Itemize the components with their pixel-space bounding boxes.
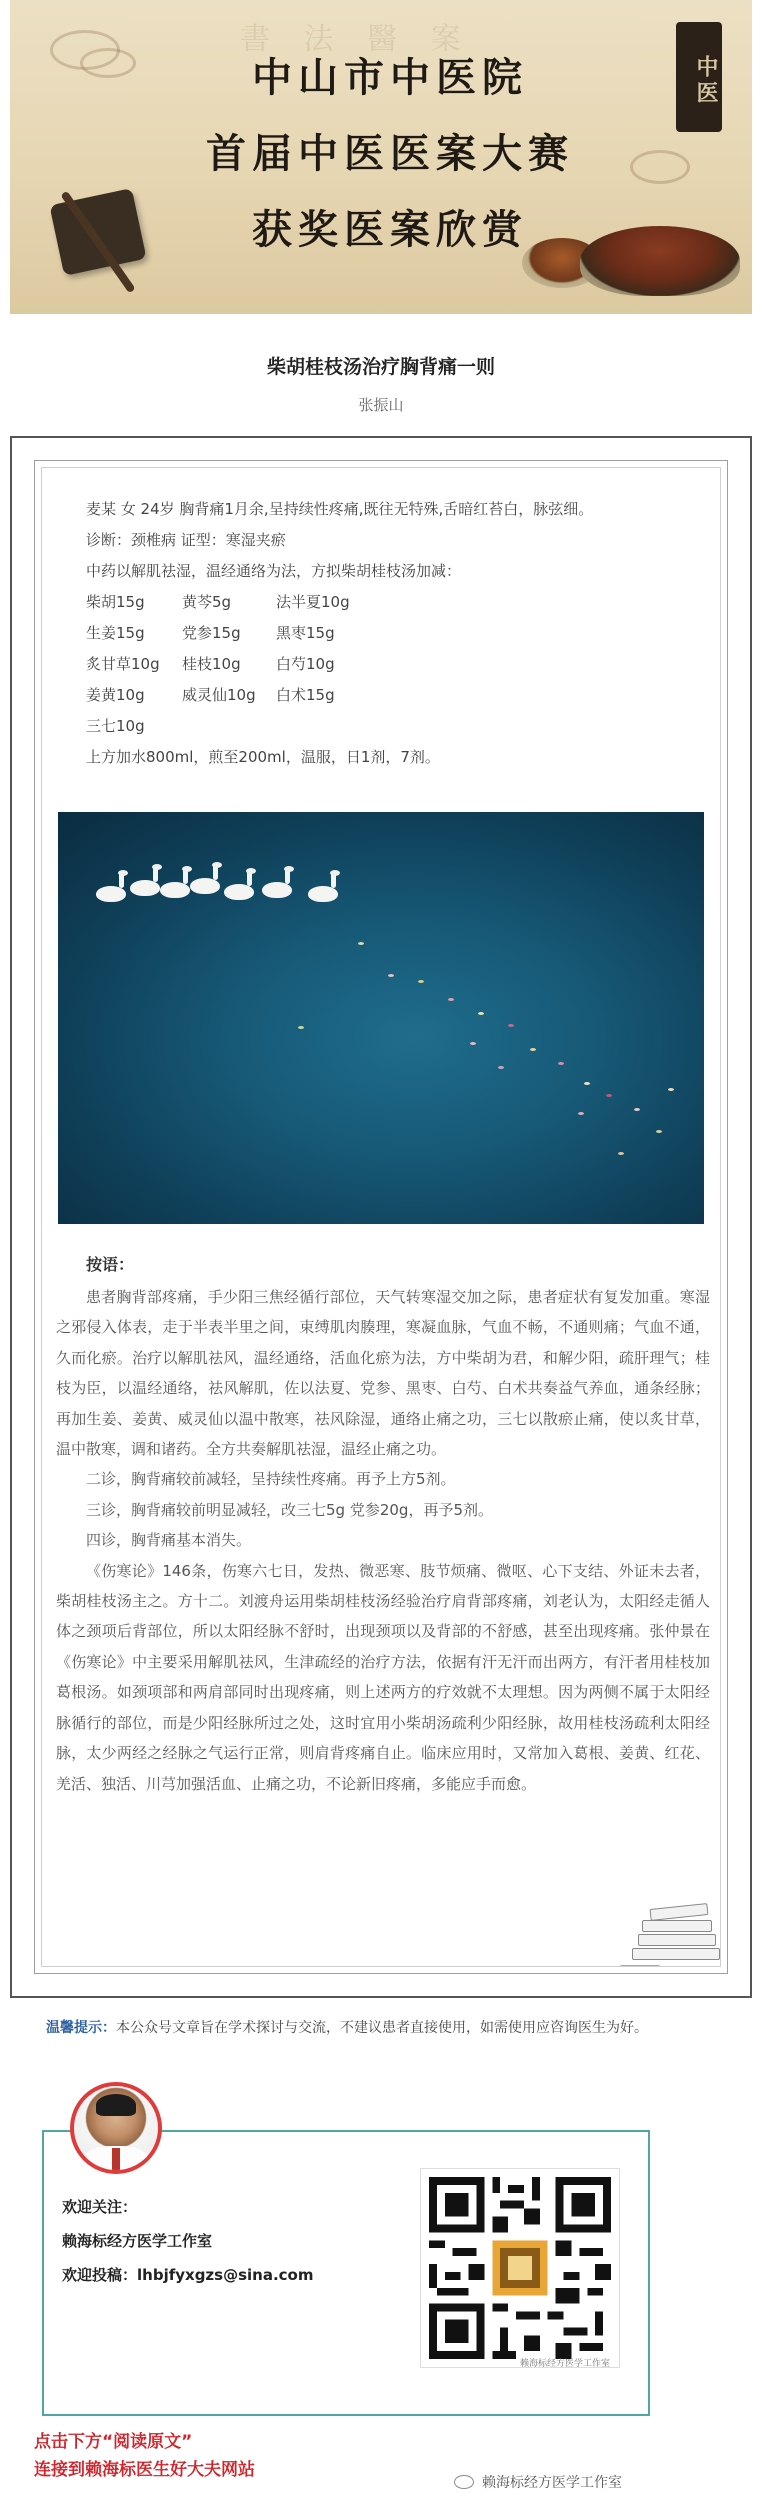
geese-lake-photo xyxy=(58,812,704,1224)
submission-email[interactable]: lhbjfyxgzs@sina.com xyxy=(137,2266,314,2284)
submission-label: 欢迎投稿： xyxy=(62,2266,138,2284)
herb: 柴胡15g xyxy=(86,593,145,611)
qr-code[interactable] xyxy=(420,2168,620,2368)
petal xyxy=(478,1012,484,1015)
reminder-label: 温馨提示： xyxy=(46,2020,116,2036)
article-title: 柴胡桂枝汤治疗胸背痛一则 xyxy=(266,356,495,378)
watermark xyxy=(454,2472,622,2492)
cloud-ornament xyxy=(80,48,136,78)
watermark-text: 赖海标经方医学工作室 xyxy=(482,2475,622,2491)
herb: 黄芩5g xyxy=(182,593,232,611)
follow-line-3 xyxy=(62,2258,314,2292)
commentary-paragraph: 患者胸背部疼痛，手少阳三焦经循行部位，天气转寒湿交加之际，患者症状有复发加重。寒湿之邪侵入体表，走于半表半里之间，束缚肌肉腠理，寒凝血脉，气血不畅，不通则痛；气血不通，久而化瘀。治疗以解肌祛风，温经通络，活血化瘀为法，方中柴胡为君，和解少阳，疏肝理气；桂枝为臣，以温经通络，祛风解肌，佐以法夏、党参、黑枣、白芍、白术共奏益气养血，通条经脉；再加生姜、姜黄、威灵仙以温中散寒，祛风除湿，通络止痛之功，三七以散瘀止痛，使以炙甘草，温中散寒，调和诸药。全方共奏解肌祛湿，温经止痛之功。 xyxy=(56,1288,710,1459)
herb: 黑枣15g xyxy=(276,624,335,642)
petal xyxy=(470,1042,476,1045)
herb: 桂枝10g xyxy=(182,655,241,673)
petal xyxy=(578,1112,584,1115)
header-banner xyxy=(10,0,752,314)
petal xyxy=(358,942,364,945)
petal xyxy=(388,974,394,977)
follow-line-1: 欢迎关注： xyxy=(62,2198,138,2216)
call-to-action[interactable] xyxy=(34,2428,255,2484)
reminder-text: 本公众号文章旨在学术探讨与交流，不建议患者直接使用，如需使用应咨询医生为好。 xyxy=(116,2020,648,2036)
commentary xyxy=(56,1282,710,1799)
prescription-row xyxy=(56,618,710,649)
cta-line-2[interactable]: 连接到赖海标医生好大夫网站 xyxy=(34,2460,255,2480)
petal xyxy=(418,980,424,983)
petal xyxy=(558,1062,564,1065)
herb: 法半夏10g xyxy=(276,593,350,611)
goose-figure xyxy=(308,886,338,902)
commentary-paragraph: 四诊，胸背痛基本消失。 xyxy=(86,1531,252,1550)
banner-title-line-1: 中山市中医院 xyxy=(252,54,528,101)
herb: 姜黄10g xyxy=(86,686,145,704)
case-diagnosis: 诊断：颈椎病 证型：寒湿夹瘀 xyxy=(86,531,286,549)
petal xyxy=(668,1088,674,1091)
prescription-row xyxy=(56,711,710,742)
banner-stamp: 中医 xyxy=(676,22,722,132)
petal xyxy=(498,1066,504,1069)
petal xyxy=(634,1108,640,1111)
goose-figure xyxy=(160,882,190,898)
herb: 党参15g xyxy=(182,624,241,642)
commentary-paragraph: 三诊，胸背痛较前明显减轻，改三七5g 党参20g，再予5剂。 xyxy=(86,1500,493,1519)
follow-info xyxy=(62,2190,314,2292)
prescription-row xyxy=(56,587,710,618)
qr-caption: 赖海标经方医学工作室 xyxy=(520,2359,611,2369)
petal xyxy=(656,1130,662,1133)
herb-bowl-illustration xyxy=(580,226,740,296)
herb: 生姜15g xyxy=(86,624,145,642)
qr-code-image xyxy=(421,2169,619,2367)
petal xyxy=(298,1026,304,1029)
article-author: 张振山 xyxy=(358,396,404,414)
goose-figure xyxy=(224,884,254,900)
herb: 三七10g xyxy=(86,717,145,735)
goose-figure xyxy=(130,880,160,896)
petal xyxy=(448,998,454,1001)
petal xyxy=(606,1094,612,1097)
commentary-paragraph: 《伤寒论》146条，伤寒六七日，发热、微恶寒、肢节烦痛、微呕、心下支结、外证未去者，柴胡桂枝汤主之。方十二。刘渡舟运用柴胡桂枝汤经验治疗肩背部疼痛，刘老认为，太阳经走循人体之颈项后背部位，所以太阳经脉不舒时，出现颈项以及背部的不舒感，甚至出现疼痛。张仲景在《伤寒论》中主要采用解肌祛风，生津疏经的治疗方法，依据有汗无汗而出两方，有汗者用桂枝加葛根汤。如颈项部和两肩部同时出现疼痛，则上述两方的疗效就不太理想。因为两侧不属于太阳经脉循行的部位，而是少阳经脉所过之处，这时宜用小柴胡汤疏利少阳经脉，故用桂枝汤疏利太阳经脉，太少两经之经脉之气运行正常，则肩背疼痛自止。临床应用时，又常加入葛根、姜黄、红花、羌活、独活、川芎加强活血、止痛之功，不论新旧疼痛，多能应手而愈。 xyxy=(56,1561,710,1793)
case-intro: 麦某 女 24岁 胸背痛1月余,呈持续性疼痛,既往无特殊,舌暗红苔白，脉弦细。 xyxy=(86,500,594,518)
banner-title-line-2: 首届中医医案大赛 xyxy=(206,130,574,177)
wechat-icon xyxy=(454,2475,474,2489)
commentary-paragraph: 二诊，胸背痛较前减轻，呈持续性疼痛。再予上方5剂。 xyxy=(86,1470,456,1489)
case-treatment: 中药以解肌祛湿，温经通络为法，方拟柴胡桂枝汤加减： xyxy=(86,562,462,580)
herb: 白芍10g xyxy=(276,655,335,673)
banner-background-calligraphy: 書 法 醫 案 xyxy=(240,22,473,54)
goose-figure xyxy=(190,878,220,894)
book-stack-icon xyxy=(620,1906,724,1968)
herb: 白术15g xyxy=(276,686,335,704)
goose-figure xyxy=(96,886,126,902)
petal xyxy=(508,1024,514,1027)
follow-line-2: 赖海标经方医学工作室 xyxy=(62,2232,213,2250)
doctor-avatar xyxy=(70,2082,162,2174)
cta-line-1[interactable]: 点击下方“阅读原文” xyxy=(34,2432,193,2452)
herb: 威灵仙10g xyxy=(182,686,256,704)
case-record xyxy=(56,494,710,773)
petal xyxy=(618,1152,624,1155)
petal xyxy=(584,1082,590,1085)
notes-heading: 按语： xyxy=(86,1255,135,1274)
petal xyxy=(530,1048,536,1051)
reminder xyxy=(46,2014,726,2042)
banner-title-line-3: 获奖医案欣赏 xyxy=(252,206,528,253)
goose-figure xyxy=(262,882,292,898)
case-usage: 上方加水800ml，煎至200ml，温服，日1剂，7剂。 xyxy=(86,748,440,766)
herb: 炙甘草10g xyxy=(86,655,160,673)
prescription-row xyxy=(56,649,710,680)
cloud-ornament xyxy=(630,150,690,184)
prescription-row xyxy=(56,680,710,711)
